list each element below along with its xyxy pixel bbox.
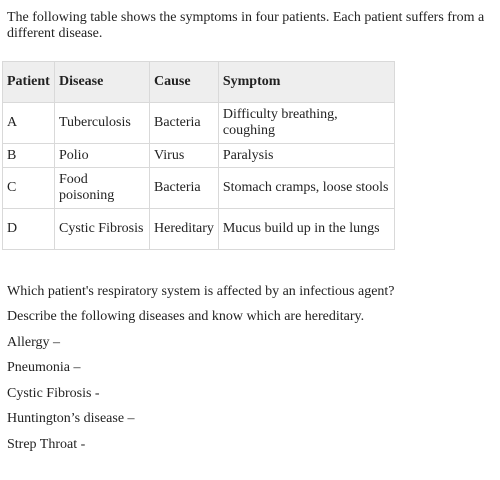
cell-patient: A: [3, 103, 55, 144]
cell-disease: Polio: [55, 144, 150, 168]
cell-symptom: Paralysis: [218, 144, 394, 168]
cell-patient: B: [3, 144, 55, 168]
table-row: [3, 168, 395, 209]
question-respiratory: Which patient's respiratory system is affected by an infectious agent?: [7, 284, 395, 299]
cell-disease: Food poisoning: [55, 168, 150, 209]
table-header-row: [3, 62, 395, 103]
prompt-huntingtons-disease: Huntington’s disease –: [7, 411, 135, 426]
cell-cause: Bacteria: [150, 168, 219, 209]
table-row: [3, 103, 395, 144]
cell-symptom: Stomach cramps, loose stools: [218, 168, 394, 209]
prompt-cystic-fibrosis: Cystic Fibrosis -: [7, 386, 100, 401]
cell-cause: Bacteria: [150, 103, 219, 144]
prompt-strep-throat: Strep Throat -: [7, 437, 86, 452]
intro-text: The following table shows the symptoms in four patients. Each patient suffers from a different disease.: [7, 10, 485, 41]
prompt-allergy: Allergy –: [7, 335, 61, 350]
prompt-pneumonia: Pneumonia –: [7, 360, 81, 375]
cell-cause: Hereditary: [150, 209, 219, 250]
table-row: [3, 144, 395, 168]
header-disease: Disease: [55, 62, 150, 103]
question-describe-diseases: Describe the following diseases and know which are hereditary.: [7, 309, 365, 324]
header-symptom: Symptom: [218, 62, 394, 103]
header-patient: Patient: [3, 62, 55, 103]
table-row: [3, 209, 395, 250]
cell-symptom: Difficulty breathing, coughing: [218, 103, 394, 144]
cell-patient: C: [3, 168, 55, 209]
cell-disease: Tuberculosis: [55, 103, 150, 144]
symptoms-table: [2, 61, 395, 250]
cell-disease: Cystic Fibrosis: [55, 209, 150, 250]
cell-cause: Virus: [150, 144, 219, 168]
cell-symptom: Mucus build up in the lungs: [218, 209, 394, 250]
header-cause: Cause: [150, 62, 219, 103]
cell-patient: D: [3, 209, 55, 250]
